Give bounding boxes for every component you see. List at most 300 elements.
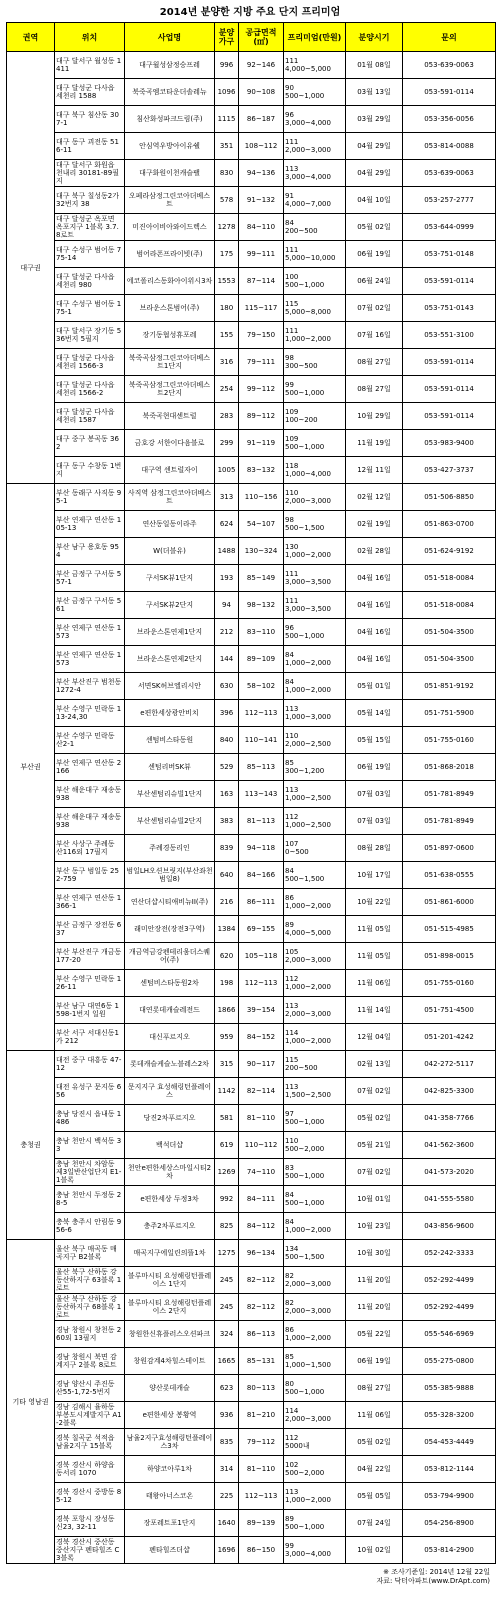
cell-location: 부산 부산진구 범천동 1272-4 [55,673,125,700]
cell-units: 216 [215,889,239,916]
cell-sale-date: 04월 16일 [346,565,403,592]
cell-location: 부산 연제구 연산동 1573 [55,646,125,673]
cell-location: 부산 동래구 사직동 95-1 [55,484,125,511]
premium-range: 1,000~4,000 [285,470,331,478]
cell-location: 부산 동구 범일동 252-759 [55,862,125,889]
cell-units: 1553 [215,268,239,295]
cell-project: 범어라폰프라이빗(주) [125,241,215,268]
cell-premium [284,970,346,997]
cell-location: 충남 천안시 차암동 제3일반산업단지 E1-1블록 [55,1159,125,1186]
cell-units: 1269 [215,1159,239,1186]
premium-range: 4,000~7,000 [285,200,331,208]
cell-location: 부산 금정구 장전동 637 [55,916,125,943]
cell-premium [284,160,346,187]
cell-sale-date: 03월 29일 [346,106,403,133]
table-row [7,322,496,349]
cell-premium [284,457,346,484]
table-row [7,403,496,430]
cell-sale-date: 05월 14일 [346,700,403,727]
cell-sale-date: 05월 15일 [346,727,403,754]
premium-range: 1,000~2,000 [285,1496,331,1504]
cell-location: 부산 수영구 민락동 126-11 [55,970,125,997]
cell-contact: 053-751-0148 [403,241,496,268]
cell-project: 당진2차푸르지오 [125,1105,215,1132]
premium-size: 113 [285,1488,299,1496]
cell-project: 브라운스톤연제2단지 [125,646,215,673]
cell-location: 부산 수영구 민락동 산2-1 [55,727,125,754]
cell-premium [284,268,346,295]
cell-location: 대구 수성구 범어동 175-1 [55,295,125,322]
premium-size: 110 [285,1137,299,1145]
cell-contact: 051-638-0555 [403,862,496,889]
cell-sale-date: 10월 22일 [346,889,403,916]
premium-range: 1,000~1,500 [285,1361,331,1369]
cell-contact: 053-751-0143 [403,295,496,322]
cell-contact: 053-591-0114 [403,349,496,376]
cell-project: 대구월성삼정승프레 [125,52,215,79]
cell-location: 부산 연제구 연산동 1573 [55,619,125,646]
cell-area: 39~154 [239,997,284,1024]
cell-premium [284,592,346,619]
cell-premium [284,1402,346,1429]
cell-units: 959 [215,1024,239,1051]
cell-units: 624 [215,511,239,538]
premium-size: 113 [285,165,299,173]
cell-premium [284,1024,346,1051]
cell-location: 부산 연제구 연산동 2166 [55,754,125,781]
cell-units: 936 [215,1402,239,1429]
premium-size: 110 [285,732,299,740]
table-row [7,1213,496,1240]
cell-contact: 055-546-6969 [403,1321,496,1348]
premium-range: 1,000~2,000 [285,335,331,343]
source-note: 자료: 닥터아파트(www.DrApt.com) [376,1577,490,1585]
table-row [7,52,496,79]
premium-size: 96 [285,111,294,119]
premium-size: 86 [285,1326,294,1334]
table-row [7,511,496,538]
table-row [7,1510,496,1537]
premium-range: 500~1,500 [285,524,325,532]
cell-project: 하양코아루1차 [125,1456,215,1483]
cell-area: 85~113 [239,754,284,781]
cell-units: 245 [215,1294,239,1321]
premium-size: 84 [285,1218,294,1226]
cell-project: 문지지구 효성해링턴플레이스 [125,1078,215,1105]
cell-contact: 053-794-9900 [403,1483,496,1510]
premium-size: 84 [285,1191,294,1199]
cell-units: 992 [215,1186,239,1213]
cell-premium [284,1267,346,1294]
cell-area: 130~324 [239,538,284,565]
cell-units: 383 [215,808,239,835]
cell-units: 180 [215,295,239,322]
cell-contact: 053-812-1144 [403,1456,496,1483]
cell-sale-date: 10월 01일 [346,1186,403,1213]
region-cell: 대구권 [7,52,55,484]
cell-contact: 053-591-0114 [403,403,496,430]
premium-size: 110 [285,489,299,497]
cell-contact: 051-624-9192 [403,538,496,565]
table-row [7,1132,496,1159]
cell-units: 1384 [215,916,239,943]
table-row [7,1159,496,1186]
table-row [7,295,496,322]
cell-sale-date: 11월 20일 [346,1294,403,1321]
premium-range: 500~1,000 [285,389,325,397]
premium-range: 1,000~2,000 [285,1037,331,1045]
cell-premium [284,1186,346,1213]
cell-location: 대구 달성군 다사읍 세천리 1566-3 [55,349,125,376]
cell-project: 브라운스톤연제1단지 [125,619,215,646]
premium-range: 500~1,000 [285,92,325,100]
table-row [7,646,496,673]
table-row [7,1186,496,1213]
cell-location: 대구 달성군 다사읍 세천리 1588 [55,79,125,106]
premium-size: 111 [285,138,299,146]
table-row [7,133,496,160]
cell-project: 북죽곡현대센트럴 [125,403,215,430]
premium-range: 200~500 [285,227,318,235]
cell-sale-date: 02월 13일 [346,1051,403,1078]
table-row [7,268,496,295]
cell-sale-date: 07월 03일 [346,781,403,808]
cell-project: 창원감계4차힐스테이트 [125,1348,215,1375]
cell-sale-date: 11월 14일 [346,997,403,1024]
table-row [7,1429,496,1456]
cell-sale-date: 07월 24일 [346,1510,403,1537]
premium-size: 112 [285,1434,299,1442]
cell-units: 1866 [215,997,239,1024]
premium-size: 113 [285,786,299,794]
cell-premium [284,1294,346,1321]
cell-premium [284,781,346,808]
cell-sale-date: 08월 27일 [346,1375,403,1402]
premium-range: 1,000~2,000 [285,551,331,559]
table-row [7,592,496,619]
cell-project: 천안e편한세상스마일시티2차 [125,1159,215,1186]
cell-contact: 051-506-8850 [403,484,496,511]
cell-premium [284,835,346,862]
cell-project: 미진아이비아와이드렉스 [125,214,215,241]
premium-range: 4,000~5,000 [285,65,331,73]
cell-premium [284,376,346,403]
cell-sale-date: 08월 27일 [346,349,403,376]
cell-units: 578 [215,187,239,214]
premium-range: 500~1,000 [285,281,325,289]
cell-premium [284,646,346,673]
cell-contact: 042-825-3300 [403,1078,496,1105]
cell-location: 대구 달성군 옥포면 옥포지구 1블록 3.7.8로트 [55,214,125,241]
table-row [7,754,496,781]
cell-premium [284,916,346,943]
cell-units: 1115 [215,106,239,133]
premium-size: 80 [285,1380,294,1388]
cell-premium [284,106,346,133]
cell-contact: 051-518-0084 [403,592,496,619]
premium-size: 97 [285,1110,294,1118]
cell-project: 부산센텀리슈빌2단지 [125,808,215,835]
region-cell: 부산권 [7,484,55,1051]
cell-premium [284,1240,346,1267]
table-row [7,889,496,916]
cell-premium [284,1213,346,1240]
premium-range: 1,000~3,000 [285,713,331,721]
premium-range: 500~1,000 [285,1118,325,1126]
cell-area: 85~149 [239,565,284,592]
cell-project: 장기동협성휴포레 [125,322,215,349]
premium-size: 115 [285,300,299,308]
region-cell: 충청권 [7,1051,55,1240]
cell-premium [284,214,346,241]
cell-sale-date: 03월 13일 [346,79,403,106]
table-row [7,1267,496,1294]
premium-range: 500~1,000 [285,443,325,451]
cell-sale-date: 05월 02일 [346,214,403,241]
cell-units: 324 [215,1321,239,1348]
premium-range: 4,000~5,000 [285,929,331,937]
cell-location: 대전 중구 대흥동 47-12 [55,1051,125,1078]
premium-size: 84 [285,651,294,659]
cell-premium [284,1483,346,1510]
table-row [7,943,496,970]
premium-range: 2,000~2,500 [285,740,331,748]
premium-range: 1,000~2,500 [285,821,331,829]
cell-area: 94~118 [239,835,284,862]
premium-range: 500~1,000 [285,1199,325,1207]
cell-sale-date: 05월 21일 [346,1132,403,1159]
cell-units: 623 [215,1375,239,1402]
table-row [7,727,496,754]
cell-premium [284,1348,346,1375]
cell-sale-date: 04월 22일 [346,1456,403,1483]
cell-contact: 051-781-8949 [403,808,496,835]
cell-area: 99~112 [239,376,284,403]
cell-area: 69~155 [239,916,284,943]
cell-contact: 053-427-3737 [403,457,496,484]
premium-range: 3,000~4,000 [285,173,331,181]
cell-location: 부산 사상구 주례동 산116외 17필지 [55,835,125,862]
cell-area: 74~110 [239,1159,284,1186]
cell-premium [284,700,346,727]
table-row [7,1294,496,1321]
cell-contact: 051-751-5900 [403,700,496,727]
cell-units: 840 [215,727,239,754]
premium-size: 83 [285,1164,294,1172]
cell-contact: 054-256-8900 [403,1510,496,1537]
cell-location: 경남 창원시 창천동 260외 13필지 [55,1321,125,1348]
cell-project: 센텀비스타동원2차 [125,970,215,997]
cell-contact: 041-358-7766 [403,1105,496,1132]
table-row [7,1375,496,1402]
cell-sale-date: 05월 01일 [346,673,403,700]
cell-location: 경북 칠곡군 석적읍 남율2지구 15블록 [55,1429,125,1456]
cell-premium [284,538,346,565]
premium-size: 111 [285,597,299,605]
cell-location: 대구 달성군 다사읍 세천리 980 [55,268,125,295]
cell-area: 79~111 [239,349,284,376]
cell-units: 1640 [215,1510,239,1537]
cell-sale-date: 05월 05일 [346,1483,403,1510]
cell-area: 110~141 [239,727,284,754]
cell-premium [284,484,346,511]
premium-size: 109 [285,435,299,443]
cell-premium [284,1375,346,1402]
cell-area: 108~112 [239,133,284,160]
premium-size: 91 [285,192,294,200]
cell-area: 58~102 [239,673,284,700]
cell-project: 북죽곡삼정그린코아더베스트2단지 [125,376,215,403]
premium-size: 111 [285,327,299,335]
cell-premium [284,997,346,1024]
cell-premium [284,295,346,322]
cell-area: 79~150 [239,322,284,349]
cell-units: 212 [215,619,239,646]
premium-size: 112 [285,813,299,821]
table-row [7,1348,496,1375]
cell-premium [284,1159,346,1186]
cell-units: 1488 [215,538,239,565]
premium-size: 90 [285,84,294,92]
cell-units: 163 [215,781,239,808]
header-region: 권역 [7,23,55,52]
cell-location: 부산 해운대구 재송동 938 [55,781,125,808]
cell-area: 81~110 [239,1105,284,1132]
cell-area: 84~152 [239,1024,284,1051]
premium-size: 86 [285,894,294,902]
cell-units: 313 [215,484,239,511]
premium-size: 84 [285,867,294,875]
cell-area: 89~109 [239,646,284,673]
cell-project: 개금역금강펜테리움더스퀘어(주) [125,943,215,970]
cell-units: 1696 [215,1537,239,1564]
cell-premium [284,430,346,457]
premium-size: 84 [285,678,294,686]
cell-units: 144 [215,646,239,673]
survey-date-note: ※ 조사기준일: 2014년 12월 22일 [383,1568,490,1576]
cell-location: 대구 북구 침산동 307-1 [55,106,125,133]
table-row [7,1402,496,1429]
cell-location: 경남 창원시 북면 감계지구 2블록 8로트 [55,1348,125,1375]
cell-premium [284,754,346,781]
premium-size: 99 [285,381,294,389]
cell-area: 83~110 [239,619,284,646]
premium-range: 2,000~3,000 [285,146,331,154]
cell-contact: 051-851-9192 [403,673,496,700]
cell-premium [284,1321,346,1348]
premium-range: 2,000~3,000 [285,1010,331,1018]
cell-sale-date: 10월 29일 [346,403,403,430]
premium-size: 114 [285,1029,299,1037]
premium-size: 115 [285,1056,299,1064]
premium-size: 85 [285,1353,294,1361]
cell-premium [284,1078,346,1105]
cell-area: 90~117 [239,1051,284,1078]
premium-size: 113 [285,1002,299,1010]
table-row [7,1483,496,1510]
cell-sale-date: 07월 02일 [346,1078,403,1105]
cell-sale-date: 06월 19일 [346,1348,403,1375]
premium-range: 1,000~2,000 [285,659,331,667]
cell-contact: 051-861-6000 [403,889,496,916]
cell-location: 울산 북구 산하동 강동산하지구 63블록 1로트 [55,1267,125,1294]
cell-area: 84~112 [239,1213,284,1240]
table-row [7,1321,496,1348]
cell-sale-date: 11월 06일 [346,970,403,997]
premium-range: 500~2,000 [285,1469,325,1477]
cell-sale-date: 02월 19일 [346,511,403,538]
cell-area: 94~136 [239,160,284,187]
premium-range: 2,000~3,000 [285,497,331,505]
cell-contact: 052-292-4499 [403,1267,496,1294]
cell-location: 대구 달성군 다사읍 세천리 1587 [55,403,125,430]
cell-units: 314 [215,1456,239,1483]
table-row [7,862,496,889]
table-row [7,106,496,133]
cell-units: 835 [215,1429,239,1456]
premium-range: 0~500 [285,848,309,856]
premium-size: 134 [285,1245,299,1253]
cell-contact: 053-551-3100 [403,322,496,349]
cell-area: 81~210 [239,1402,284,1429]
cell-project: 북죽곡엠코타운더솔레뉴 [125,79,215,106]
cell-project: 연산더샵시티애비뉴II(주) [125,889,215,916]
premium-size: 113 [285,1083,299,1091]
cell-project: 금호강 서한이다음블로 [125,430,215,457]
header-location: 위치 [55,23,125,52]
cell-contact: 041-573-2020 [403,1159,496,1186]
cell-area: 87~114 [239,268,284,295]
cell-premium [284,1429,346,1456]
premium-size: 109 [285,408,299,416]
cell-units: 245 [215,1267,239,1294]
premium-size: 89 [285,921,294,929]
cell-location: 대구 동구 괴전동 516-11 [55,133,125,160]
cell-sale-date: 11월 06일 [346,1402,403,1429]
cell-contact: 054-453-4449 [403,1429,496,1456]
cell-units: 1278 [215,214,239,241]
cell-area: 80~113 [239,1375,284,1402]
cell-project: 양산롯데캐슬 [125,1375,215,1402]
cell-premium [284,1051,346,1078]
cell-location: 경남 양산시 주진동 산55-1,72-5번지 [55,1375,125,1402]
cell-units: 396 [215,700,239,727]
cell-project: 침산화성파크드림(주) [125,106,215,133]
cell-units: 1142 [215,1078,239,1105]
cell-area: 89~112 [239,403,284,430]
cell-units: 630 [215,673,239,700]
cell-project: e편한세상 두정3차 [125,1186,215,1213]
cell-units: 529 [215,754,239,781]
header-premium: 프리미엄(만원) [284,23,346,52]
cell-project: 롯데캐슬케슬노블레스2차 [125,1051,215,1078]
cell-units: 996 [215,52,239,79]
cell-contact: 053-644-0999 [403,214,496,241]
table-row [7,349,496,376]
cell-units: 351 [215,133,239,160]
cell-project: 서면SK허브엘리시안 [125,673,215,700]
cell-location: 부산 해운대구 재송동 938 [55,808,125,835]
cell-project: 에코폴리스동화아이위시3차 [125,268,215,295]
premium-size: 84 [285,219,294,227]
cell-units: 1665 [215,1348,239,1375]
table-row [7,700,496,727]
cell-area: 110~112 [239,1132,284,1159]
cell-sale-date: 05월 22일 [346,1321,403,1348]
premium-range: 1,000~2,000 [285,983,331,991]
cell-contact: 051-755-0160 [403,970,496,997]
cell-area: 105~118 [239,943,284,970]
